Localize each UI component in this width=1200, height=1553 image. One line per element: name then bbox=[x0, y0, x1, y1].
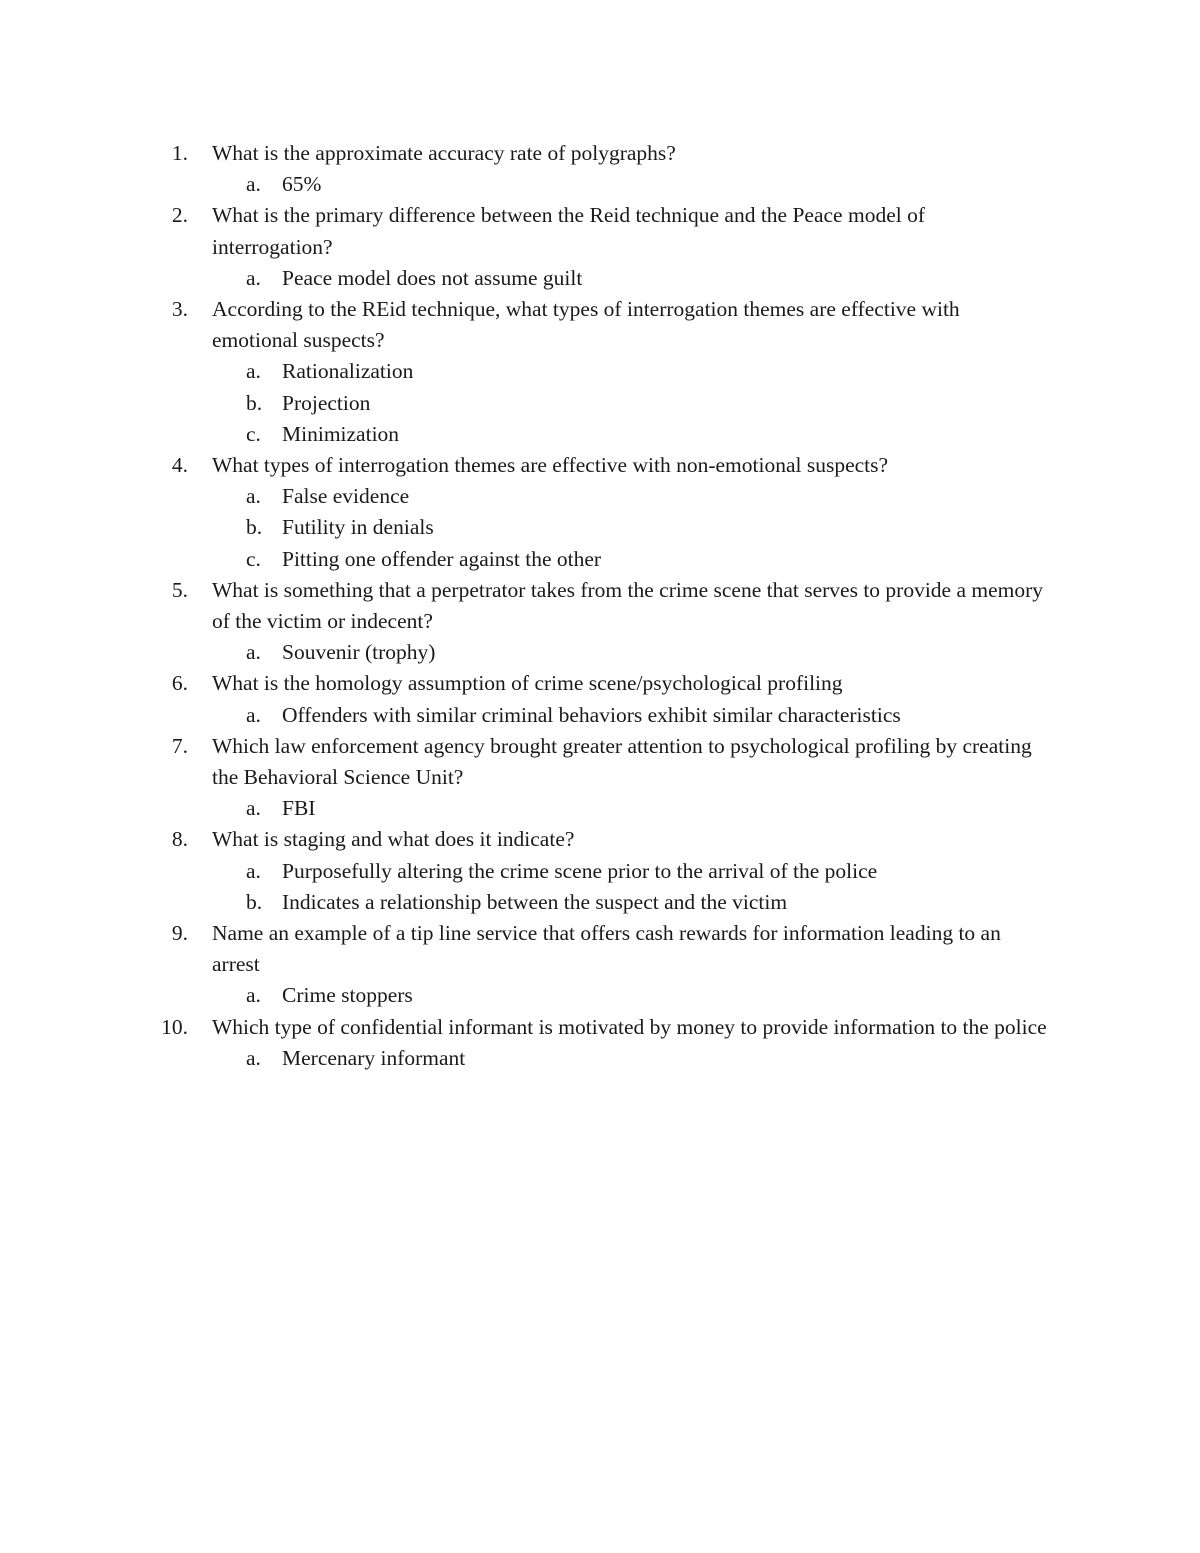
question-number: 1. bbox=[171, 141, 188, 165]
answer-text: Futility in denials bbox=[282, 515, 434, 540]
question-item bbox=[0, 294, 1200, 356]
answer-letter: a. bbox=[246, 484, 261, 509]
answer-letter: a. bbox=[246, 172, 261, 197]
answer-item bbox=[0, 887, 1200, 918]
answer-letter: c. bbox=[246, 546, 261, 571]
answer-letter: a. bbox=[246, 1045, 261, 1070]
question-number: 6. bbox=[171, 671, 188, 696]
answer-letter: b. bbox=[246, 390, 263, 415]
question-item bbox=[0, 731, 1200, 793]
answer-item bbox=[0, 263, 1200, 294]
answer-text: Peace model does not assume guilt bbox=[282, 265, 583, 290]
question-number: 4. bbox=[171, 453, 188, 478]
answer-item bbox=[0, 793, 1200, 824]
answer-text: Crime stoppers bbox=[282, 983, 413, 1008]
answer-letter: c. bbox=[246, 421, 261, 446]
answer-text: Indicates a relationship between the suspect and the victim bbox=[282, 889, 788, 914]
question-item bbox=[0, 668, 1200, 699]
question-number: 3. bbox=[171, 297, 188, 322]
question-item bbox=[0, 918, 1200, 980]
question-number: 8. bbox=[171, 827, 188, 852]
answer-item bbox=[0, 419, 1200, 450]
question-item bbox=[0, 575, 1200, 637]
answer-letter: b. bbox=[246, 515, 263, 540]
answer-item bbox=[0, 544, 1200, 575]
question-list bbox=[0, 138, 1200, 1074]
answer-item bbox=[0, 356, 1200, 387]
question-number: 5. bbox=[171, 577, 188, 602]
question-text: What is the primary difference between the Reid technique and the Peace model of interrogation? bbox=[212, 203, 925, 259]
answer-item bbox=[0, 637, 1200, 668]
answer-letter: a. bbox=[246, 858, 261, 883]
answer-letter: a. bbox=[246, 702, 261, 727]
answer-letter: a. bbox=[246, 640, 261, 665]
answer-text: Mercenary informant bbox=[282, 1045, 466, 1070]
answer-item bbox=[0, 512, 1200, 543]
answer-item bbox=[0, 700, 1200, 731]
question-text: What is the homology assumption of crime scene/psychological profiling bbox=[212, 671, 843, 696]
question-text: What is staging and what does it indicate? bbox=[212, 827, 575, 852]
answer-text: Souvenir (trophy) bbox=[282, 640, 436, 665]
question-item bbox=[0, 450, 1200, 481]
question-number: 10. bbox=[161, 1014, 188, 1039]
answer-text: Pitting one offender against the other bbox=[282, 546, 602, 571]
question-number: 9. bbox=[171, 921, 188, 946]
answer-text: FBI bbox=[282, 796, 316, 821]
answer-text: Rationalization bbox=[282, 359, 414, 384]
question-text: What types of interrogation themes are effective with non-emotional suspects? bbox=[212, 453, 889, 478]
question-text: Which type of confidential informant is motivated by money to provide information to the police bbox=[212, 1014, 1047, 1039]
question-text: What is the approximate accuracy rate of polygraphs? bbox=[212, 141, 676, 165]
question-number: 2. bbox=[171, 203, 188, 228]
question-text: Name an example of a tip line service that offers cash rewards for information leading to an arrest bbox=[212, 921, 1001, 977]
question-item bbox=[0, 824, 1200, 855]
answer-item bbox=[0, 169, 1200, 200]
answer-text: Purposefully altering the crime scene prior to the arrival of the police bbox=[282, 858, 878, 883]
answer-text: Minimization bbox=[282, 421, 400, 446]
question-text: According to the REid technique, what types of interrogation themes are effective with emotional suspects? bbox=[212, 297, 960, 353]
answer-text: Projection bbox=[282, 390, 371, 415]
answer-item bbox=[0, 856, 1200, 887]
answer-letter: a. bbox=[246, 983, 261, 1008]
answer-text: 65% bbox=[282, 172, 322, 197]
question-item bbox=[0, 1012, 1200, 1043]
question-text: Which law enforcement agency brought greater attention to psychological profiling by creating the Behavioral Science Unit? bbox=[212, 733, 1032, 790]
answer-item bbox=[0, 481, 1200, 512]
question-text: What is something that a perpetrator takes from the crime scene that serves to provide a memory of the victim or indecent? bbox=[212, 577, 1044, 634]
answer-letter: a. bbox=[246, 265, 261, 290]
answer-letter: b. bbox=[246, 889, 263, 914]
answer-text: Offenders with similar criminal behaviors exhibit similar characteristics bbox=[282, 702, 901, 727]
answer-item bbox=[0, 1043, 1200, 1074]
answer-text: False evidence bbox=[282, 484, 410, 509]
question-number: 7. bbox=[171, 733, 188, 758]
answer-item bbox=[0, 388, 1200, 419]
answer-letter: a. bbox=[246, 359, 261, 384]
question-item bbox=[0, 200, 1200, 262]
answer-item bbox=[0, 980, 1200, 1011]
question-item bbox=[0, 138, 1200, 169]
answer-letter: a. bbox=[246, 796, 261, 821]
